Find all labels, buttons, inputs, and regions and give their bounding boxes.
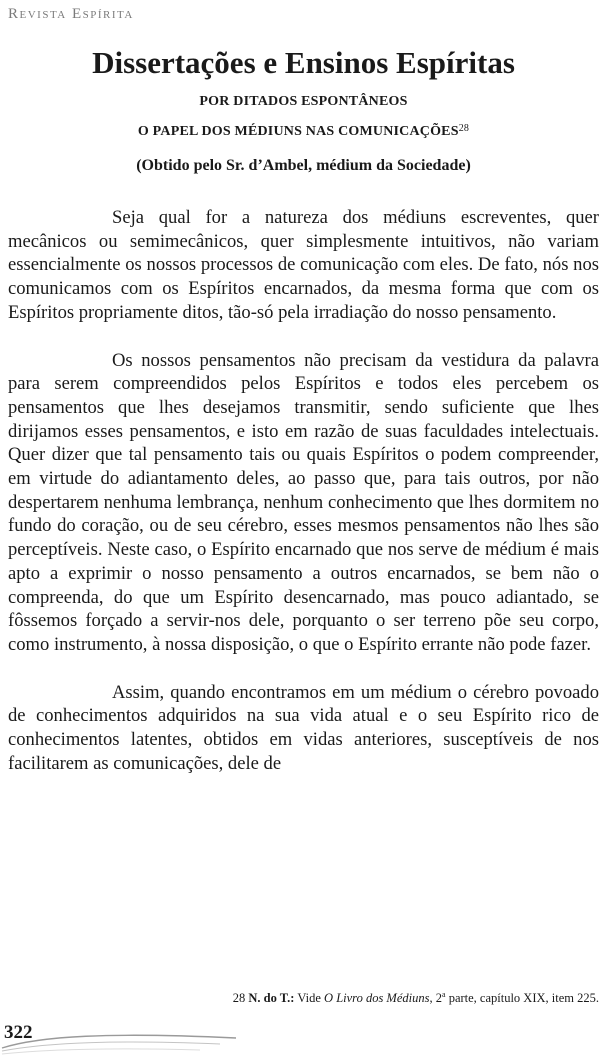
paragraph-1: Seja qual for a natureza dos médiuns escreventes, quer mecânicos ou semimecânicos, quer simplesmente intuitivos, não variam essencialmente os nossos processos de comunicação com eles. De fato, nós nos comunicamos com os Espíritos encarnados, da mesma forma que com os Espíritos propriamente ditos, tão-só pela irradiação do nosso pensamento. bbox=[8, 207, 599, 323]
paragraph-2: Os nossos pensamentos não precisam da vestidura da palavra para serem compreendidos pelos Espíritos e todos eles percebem os pensamentos que lhes desejamos transmitir, sendo suficiente que lhes dirijamos esses pensamentos, e isto em razão de suas faculdades intelectuais. Quer dizer que tal pensamento tais ou quais Espíritos o podem compreender, em virtude do adiantamento deles, ao passo que, para tais outros, por não despertarem nenhuma lembrança, nenhum conhecimento que lhes dormitem no fundo do coração, ou de seu cérebro, esses mesmos pensamentos não lhes são perceptíveis. Neste caso, o Espírito encarnado que nos serve de médium é mais apto a exprimir o nosso pensamento a outros encarnados, se bem não o compreenda, do que um Espírito desencarnado, mas pouco adiantado, se fôssemos forçado a servir-nos dele, porquanto o ser terreno põe seu corpo, como instrumento, à nossa disposição, o que o Espírito errante não pode fazer. bbox=[8, 349, 599, 655]
article-title: Dissertações e Ensinos Espíritas bbox=[92, 45, 515, 80]
body-text bbox=[8, 206, 599, 799]
footnote-book-title: O Livro dos Médiuns bbox=[324, 991, 430, 1006]
footnote-label: N. do T.: bbox=[248, 991, 295, 1006]
footnote: 28 N. do T.: Vide O Livro dos Médiuns, 2$^a$ parte, capítulo XIX, item 225. bbox=[232, 990, 599, 1006]
paragraph-3: Assim, quando encontramos em um médium o cérebro povoado de conhecimentos adquiridos na sua vida atual e o seu Espírito rico de conhecimentos latentes, obtidos em vidas anteriores, susceptíveis de nos facilitarem as comunicações, dele de bbox=[8, 681, 599, 774]
article-subtitle: POR DITADOS ESPONTÂNEOS bbox=[199, 94, 408, 109]
attribution-line: (Obtido pelo Sr. d’Ambel, médium da Sociedade) bbox=[136, 157, 471, 174]
footnote-prefix: Vide bbox=[297, 991, 321, 1006]
page-number: 322 bbox=[4, 1022, 33, 1043]
running-header: Revista Espírita bbox=[8, 6, 134, 22]
page-swoosh-ornament bbox=[0, 1018, 240, 1058]
section-heading-text: O PAPEL DOS MÉDIUNS NAS COMUNICAÇÕES bbox=[137, 124, 459, 139]
footnote-rest: parte, capítulo XIX, item 225. bbox=[448, 991, 599, 1006]
footnote-reference[interactable]: 28 bbox=[458, 123, 470, 134]
footnote-part-ordinal: a bbox=[442, 990, 446, 999]
footnote-number: 28 bbox=[232, 991, 246, 1006]
section-heading bbox=[0, 124, 607, 140]
footnote-part-number: 2 bbox=[435, 991, 442, 1006]
